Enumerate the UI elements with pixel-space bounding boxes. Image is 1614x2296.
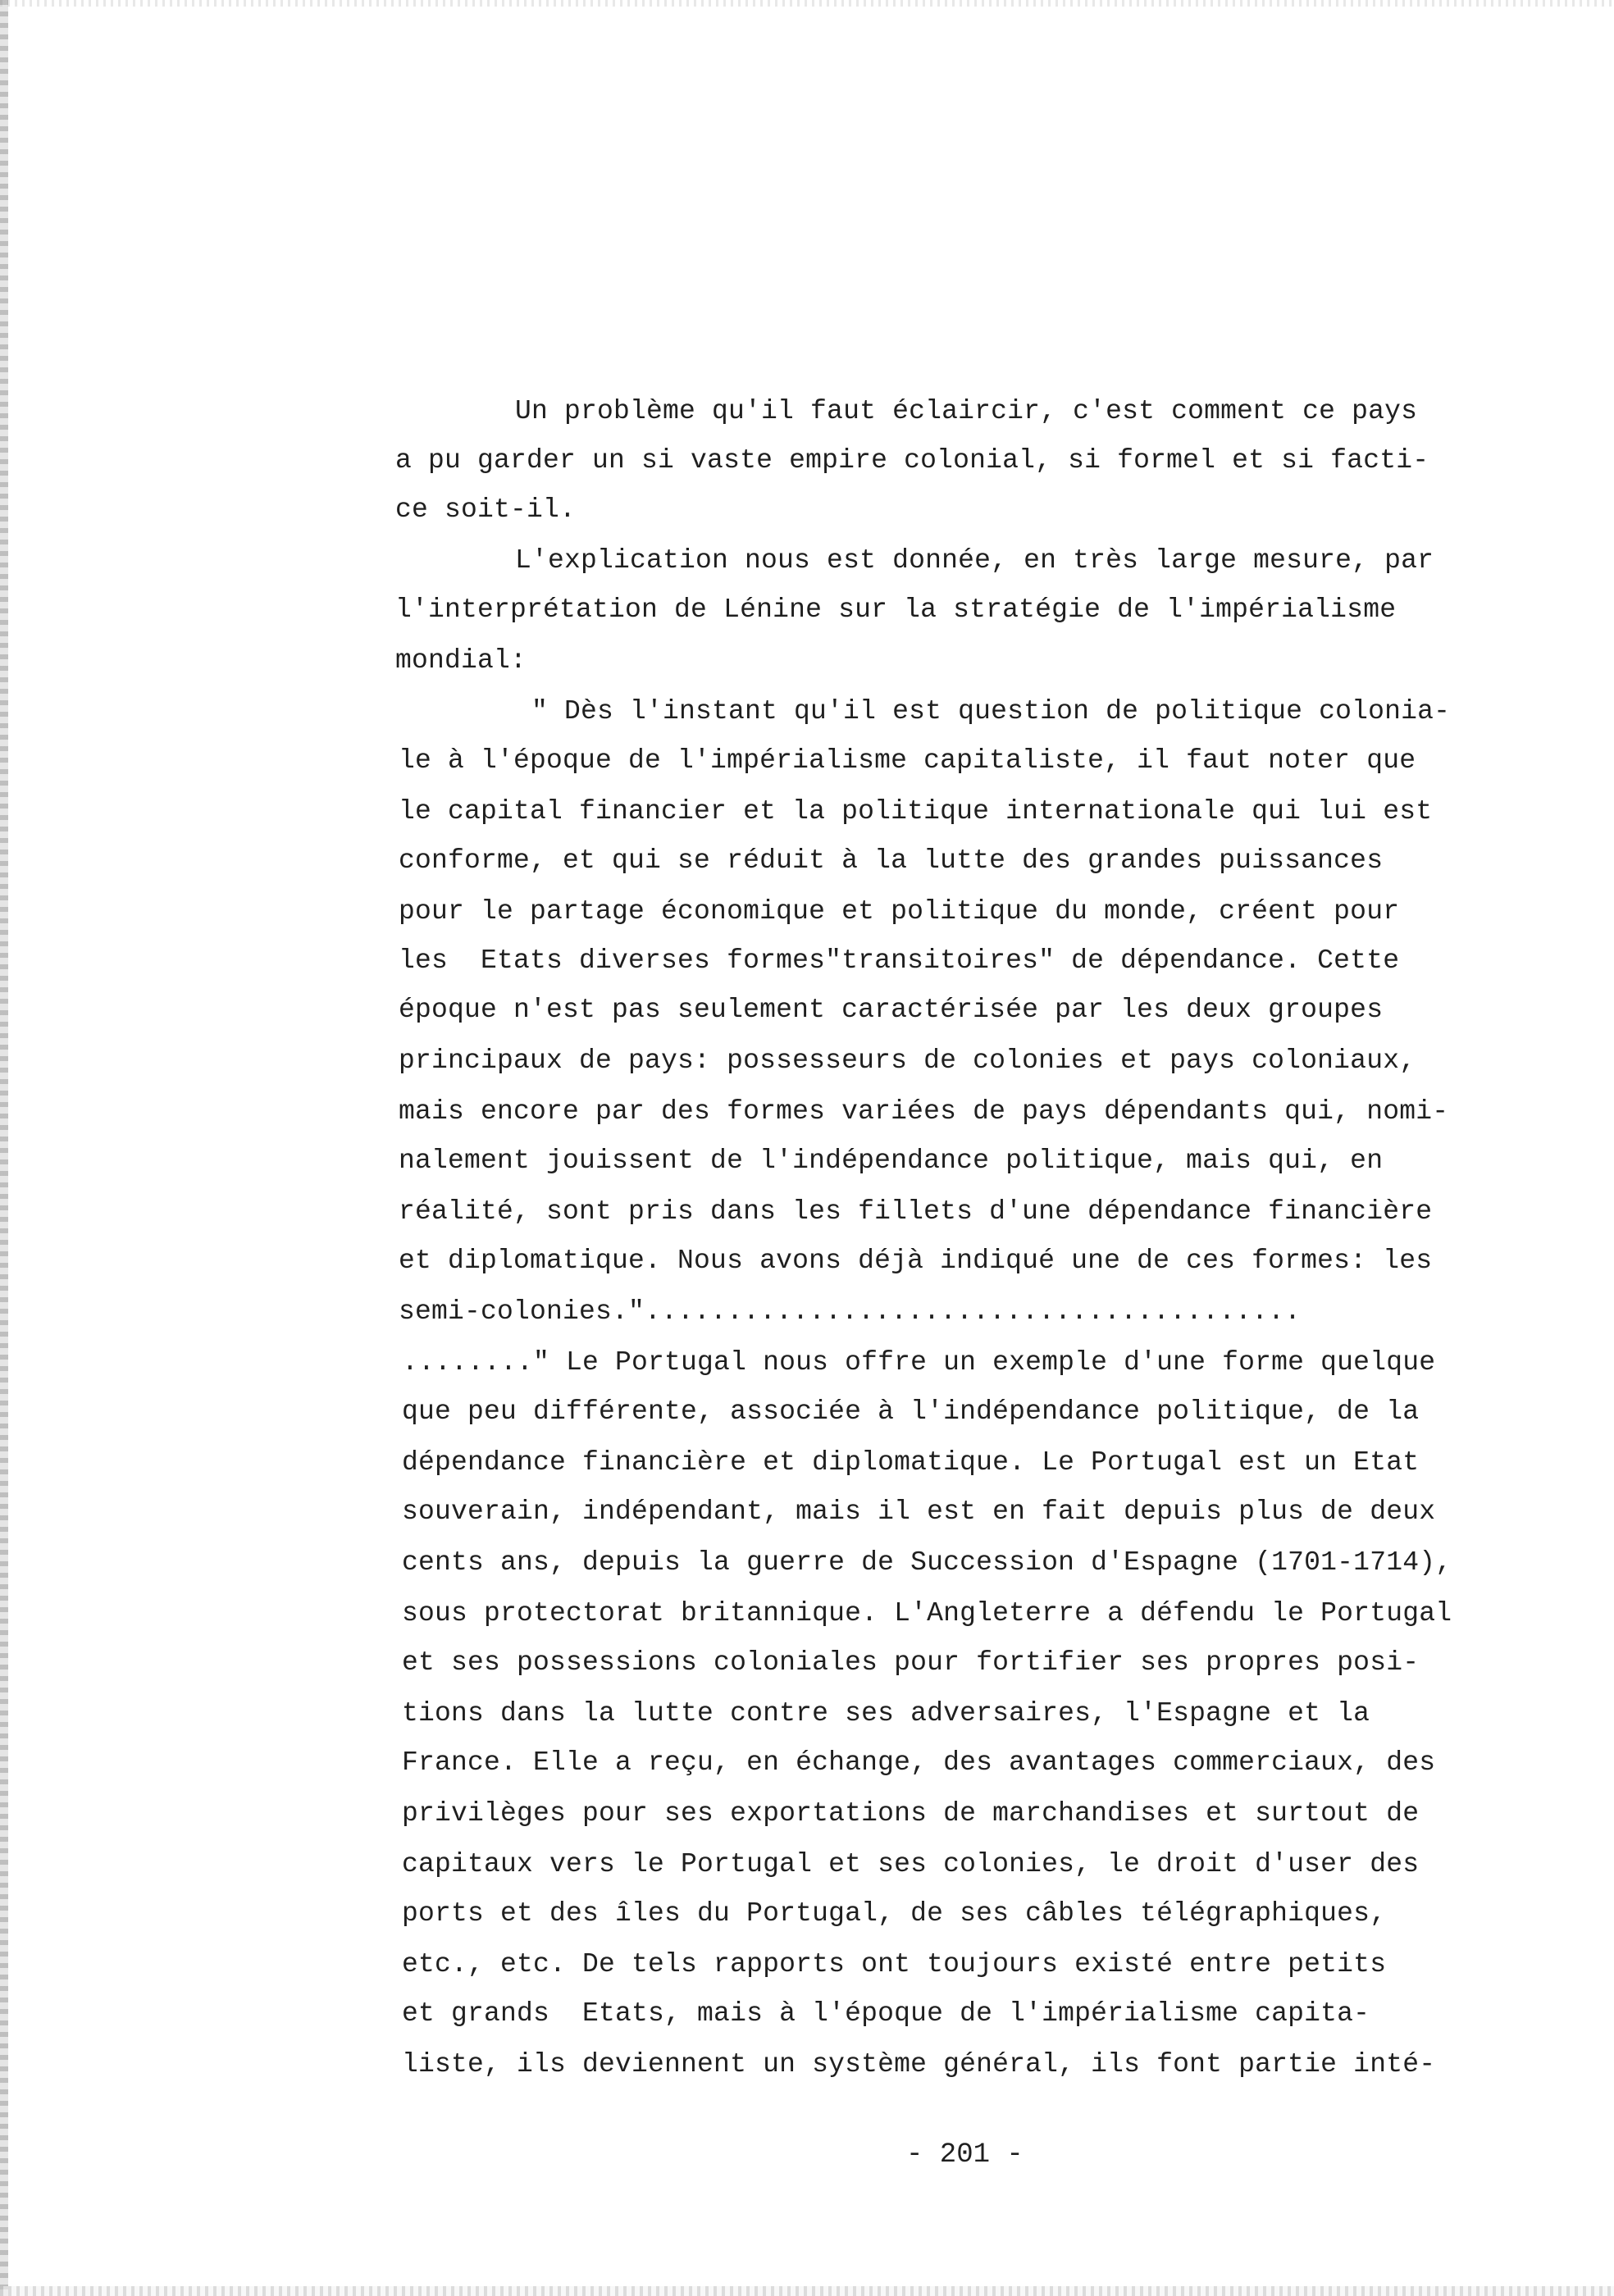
text-line: a pu garder un si vaste empire colonial, si formel et si facti-: [395, 445, 1429, 476]
text-line: réalité, sont pris dans les fillets d'une dépendance financière: [399, 1196, 1433, 1227]
text-line: Un problème qu'il faut éclaircir, c'est comment ce pays: [515, 396, 1418, 426]
text-line: etc., etc. De tels rapports ont toujours existé entre petits: [402, 1949, 1387, 1979]
text-line: capitaux vers le Portugal et ses colonies, le droit d'user des: [402, 1849, 1420, 1879]
text-line: cents ans, depuis la guerre de Succession d'Espagne (1701-1714),: [402, 1547, 1452, 1578]
text-line: les Etats diverses formes"transitoires" de dépendance. Cette: [399, 945, 1400, 976]
text-line: L'explication nous est donnée, en très large mesure, par: [515, 545, 1434, 576]
text-line: tions dans la lutte contre ses adversaires, l'Espagne et la: [402, 1698, 1370, 1729]
text-line: privilèges pour ses exportations de marchandises et surtout de: [402, 1798, 1420, 1829]
text-line: mais encore par des formes variées de pays dépendants qui, nomi-: [399, 1096, 1449, 1127]
text-line: le à l'époque de l'impérialisme capitaliste, il faut noter que: [399, 745, 1416, 776]
scan-edge-top: [0, 0, 1614, 7]
scan-edge-left: [0, 0, 8, 2296]
text-line: ports et des îles du Portugal, de ses câbles télégraphiques,: [402, 1898, 1387, 1929]
text-line: et ses possessions coloniales pour fortifier ses propres posi-: [402, 1647, 1420, 1678]
text-line: et diplomatique. Nous avons déjà indiqué une de ces formes: les: [399, 1246, 1433, 1276]
text-line: France. Elle a reçu, en échange, des avantages commerciaux, des: [402, 1747, 1436, 1778]
text-line: conforme, et qui se réduit à la lutte des grandes puissances: [399, 845, 1384, 876]
text-line: mondial:: [395, 645, 527, 676]
text-line: que peu différente, associée à l'indépendance politique, de la: [402, 1396, 1420, 1427]
page-number: - 201 -: [906, 2139, 1024, 2171]
text-line: dépendance financière et diplomatique. Le Portugal est un Etat: [402, 1447, 1420, 1478]
text-line: ........" Le Portugal nous offre un exemple d'une forme quelque: [402, 1347, 1436, 1378]
text-line: l'interprétation de Lénine sur la stratégie de l'impérialisme: [395, 594, 1397, 625]
text-line: souverain, indépendant, mais il est en fait depuis plus de deux: [402, 1496, 1436, 1527]
text-line: nalement jouissent de l'indépendance politique, mais qui, en: [399, 1146, 1384, 1176]
text-line: principaux de pays: possesseurs de colonies et pays coloniaux,: [399, 1046, 1416, 1076]
text-line: " Dès l'instant qu'il est question de politique colonia-: [531, 696, 1451, 727]
text-line: époque n'est pas seulement caractérisée par les deux groupes: [399, 995, 1384, 1025]
text-line: pour le partage économique et politique du monde, créent pour: [399, 896, 1400, 927]
text-line: sous protectorat britannique. L'Angleterre a défendu le Portugal: [402, 1598, 1452, 1629]
text-line: le capital financier et la politique internationale qui lui est: [399, 796, 1433, 827]
text-line: ce soit-il.: [395, 494, 577, 525]
text-line: semi-colonies."........................................: [399, 1296, 1302, 1327]
scan-edge-bottom: [0, 2286, 1614, 2296]
text-line: et grands Etats, mais à l'époque de l'impérialisme capita-: [402, 1998, 1370, 2029]
text-line: liste, ils deviennent un système général, ils font partie inté-: [402, 2049, 1436, 2080]
